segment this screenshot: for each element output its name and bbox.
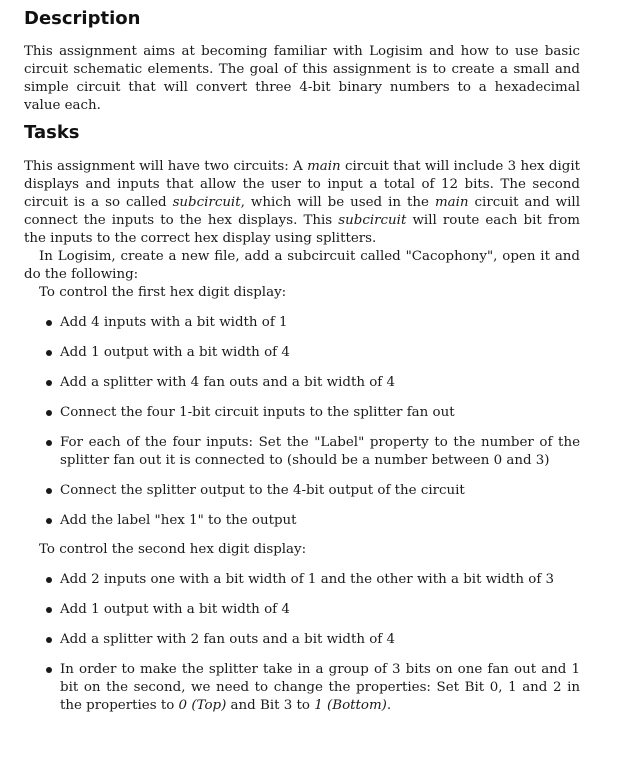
main-term: main xyxy=(307,159,341,174)
list-item: Add 4 inputs with a bit width of 1 xyxy=(60,315,288,330)
bullet-icon xyxy=(45,404,53,412)
bullet-icon xyxy=(45,601,53,609)
description-paragraph: This assignment aims at becoming familiar with Logisim and how to use basic circuit schematic elements. The goal of this assignment is to create a small and simple circuit that will convert three 4-bit binary numbers to a hexadecimal value each. xyxy=(24,44,580,113)
list-item: Add a splitter with 2 fan outs and a bit width of 4 xyxy=(60,632,396,647)
tasks-intro-paragraph: This assignment will have two circuits: A main circuit that will include 3 hex digit displays and inputs that allow the user to input a total of 12 bits. The second circuit is a so called subcircuit, which will be used in the main circuit and will connect the inputs to the hex displays. This subcircuit will route each bit from the inputs to the correct hex display using splitters. xyxy=(24,159,580,246)
description-heading: Description xyxy=(24,8,141,29)
list-item: Connect the four 1-bit circuit inputs to the splitter fan out xyxy=(60,405,455,420)
first-display-label: To control the first hex digit display: xyxy=(39,285,287,300)
bullet-icon xyxy=(45,661,53,669)
bottom-value: 1 (Bottom) xyxy=(314,698,387,713)
bullet-icon xyxy=(45,344,53,352)
list-item: Connect the splitter output to the 4-bit output of the circuit xyxy=(60,483,465,498)
bullet-icon xyxy=(45,512,53,520)
bullet-icon xyxy=(45,482,53,490)
list-item: Add a splitter with 4 fan outs and a bit width of 4 xyxy=(60,375,396,390)
tasks-heading: Tasks xyxy=(24,122,80,143)
bullet-icon xyxy=(45,314,53,322)
main-term: main xyxy=(434,195,469,210)
instruction-paragraph: In Logisim, create a new file, add a subcircuit called "Cacophony", open it and do the following: xyxy=(24,249,580,282)
list-item: In order to make the splitter take in a group of 3 bits on one fan out and 1 bit on the second, we need to change the properties: Set Bit 0, 1 and 2 in the properties to 0 (Top) and Bit 3 to 1 (Bottom). xyxy=(60,662,580,713)
list-item: Add 1 output with a bit width of 4 xyxy=(60,602,290,617)
bullet-icon xyxy=(45,631,53,639)
list-item: Add 2 inputs one with a bit width of 1 and the other with a bit width of 3 xyxy=(60,572,555,587)
list-item: Add 1 output with a bit width of 4 xyxy=(60,345,290,360)
subcircuit-term: subcircuit xyxy=(172,195,241,210)
subcircuit-term: subcircuit xyxy=(338,213,407,228)
bullet-icon xyxy=(45,571,53,579)
list-item: For each of the four inputs: Set the "Label" property to the number of the splitter fan out it is connected to (should be a number between 0 and 3) xyxy=(60,435,580,468)
second-display-label: To control the second hex digit display: xyxy=(39,542,307,557)
bullet-icon xyxy=(45,434,53,442)
list-item: Add the label "hex 1" to the output xyxy=(60,513,297,528)
bullet-icon xyxy=(45,374,53,382)
top-value: 0 (Top) xyxy=(178,698,227,713)
